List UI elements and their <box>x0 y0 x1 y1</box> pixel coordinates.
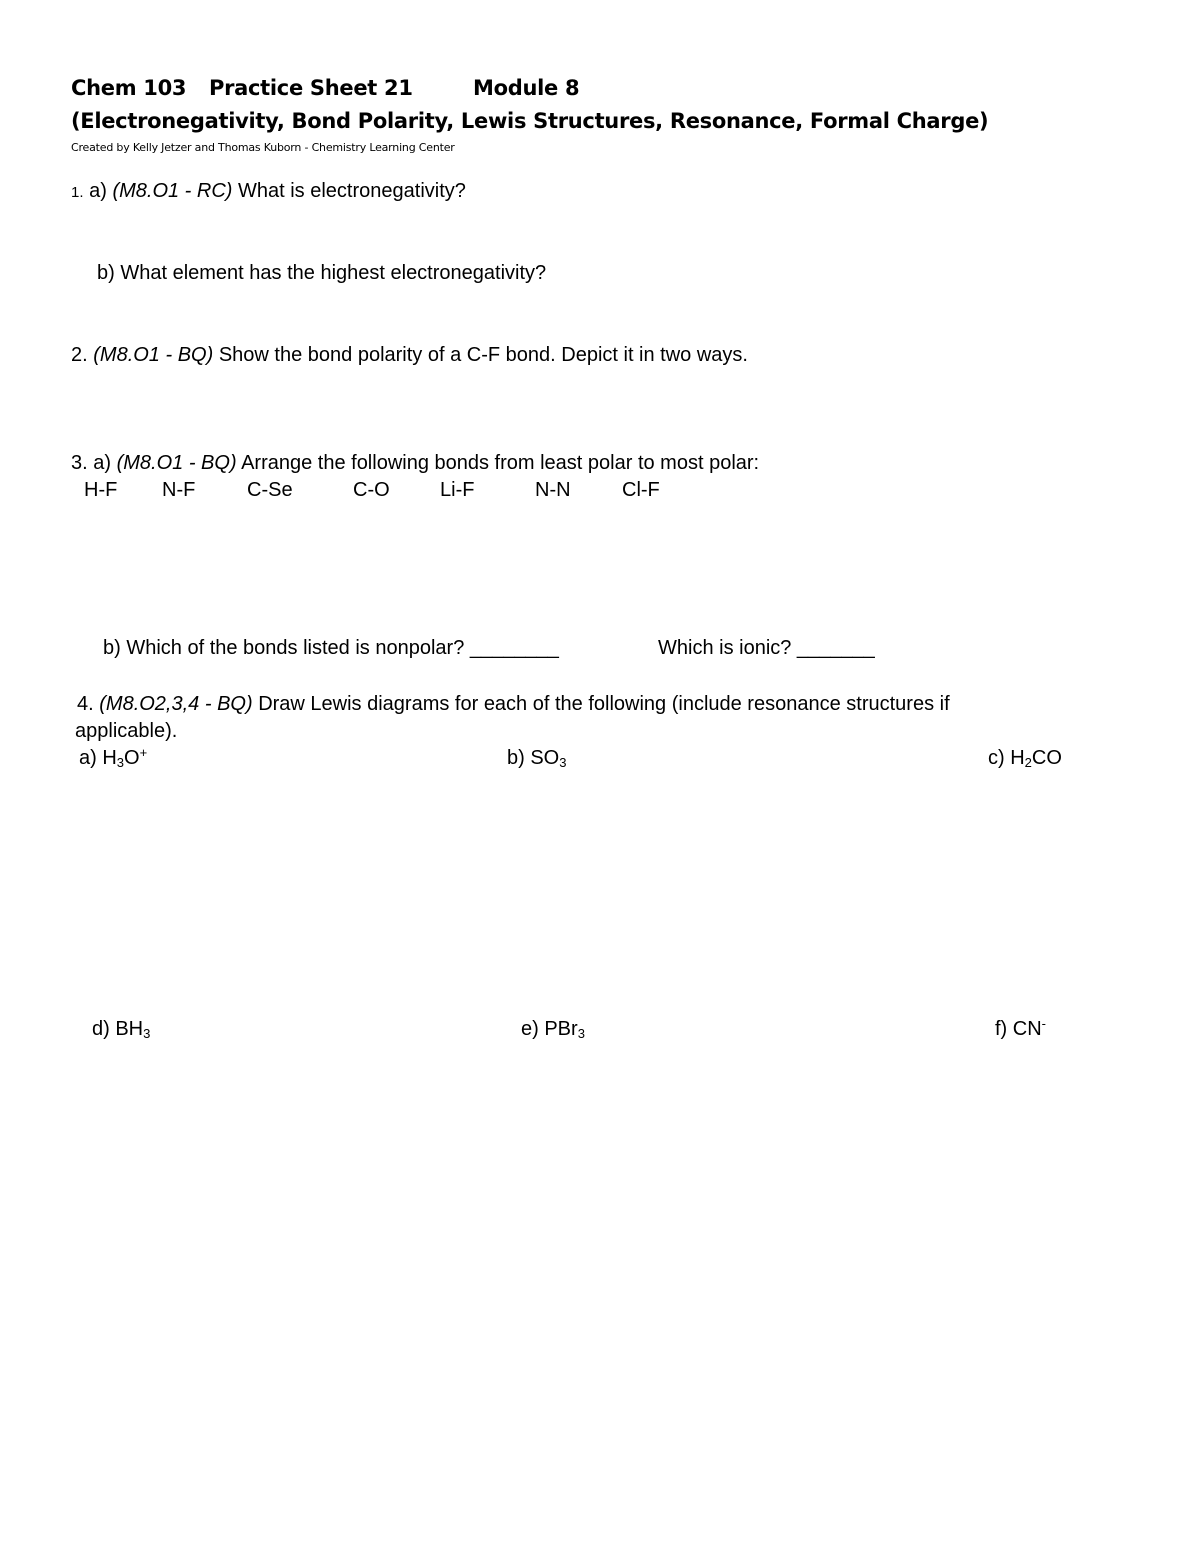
module-title: Module 8 <box>473 76 580 100</box>
question-4-code: (M8.O2,3,4 - BQ) <box>99 693 253 715</box>
question-3b: b) Which of the bonds listed is nonpolar? ________ <box>103 637 559 659</box>
bond-nf: N-F <box>162 479 196 501</box>
question-1a-code: (M8.O1 - RC) <box>112 180 233 202</box>
question-2-number: 2. <box>71 344 88 366</box>
question-1b: b) What element has the highest electronegativity? <box>97 262 547 284</box>
bond-cse: C-Se <box>247 479 293 501</box>
bond-nn: N-N <box>535 479 571 501</box>
question-3b-ionic: Which is ionic? _______ <box>658 637 875 659</box>
item-d-bh3: d) $BH_3$ <box>92 1018 151 1041</box>
bond-lif: Li-F <box>440 479 475 501</box>
item-c-h2co: c) $H_2CO$ <box>988 747 1062 770</box>
question-1a-label: a) <box>89 180 107 202</box>
question-4-number: 4. <box>77 693 94 715</box>
item-a-h3o: a) $H_3O^+$ <box>79 745 148 770</box>
question-4-text-continued: applicable). <box>75 720 178 742</box>
question-2-code: (M8.O1 - BQ) <box>93 344 214 366</box>
question-3a-text: Arrange the following bonds from least polar to most polar: <box>241 452 760 474</box>
question-2 <box>71 344 748 367</box>
question-1a <box>71 180 466 203</box>
question-4-text: Draw Lewis diagrams for each of the following (include resonance structures if <box>258 693 950 715</box>
sheet-title: Practice Sheet 21 <box>209 76 413 100</box>
question-2-text: Show the bond polarity of a C-F bond. Depict it in two ways. <box>218 344 748 366</box>
question-3a <box>71 452 759 475</box>
item-e-pbr3: e) PBr$_3$ <box>521 1018 585 1041</box>
item-b-so3: b) $SO_3$ <box>507 747 567 770</box>
bond-hf: H-F <box>84 479 118 501</box>
bond-co: C-O <box>353 479 390 501</box>
question-1a-text: What is electronegativity? <box>238 180 466 202</box>
topics-subtitle: (Electronegativity, Bond Polarity, Lewis Structures, Resonance, Formal Charge) <box>71 109 989 133</box>
question-3a-prefix: 3. a) <box>71 452 112 474</box>
question-3a-code: (M8.O1 - BQ) <box>116 452 237 474</box>
course-title: Chem 103 <box>71 76 187 100</box>
bond-clf: Cl-F <box>622 479 660 501</box>
credit-line: Created by Kelly Jetzer and Thomas Kuborn - Chemistry Learning Center <box>71 141 455 154</box>
question-1-number: 1. <box>71 184 84 201</box>
item-f-cn: f) CN- <box>995 1016 1047 1040</box>
question-4 <box>77 693 950 716</box>
